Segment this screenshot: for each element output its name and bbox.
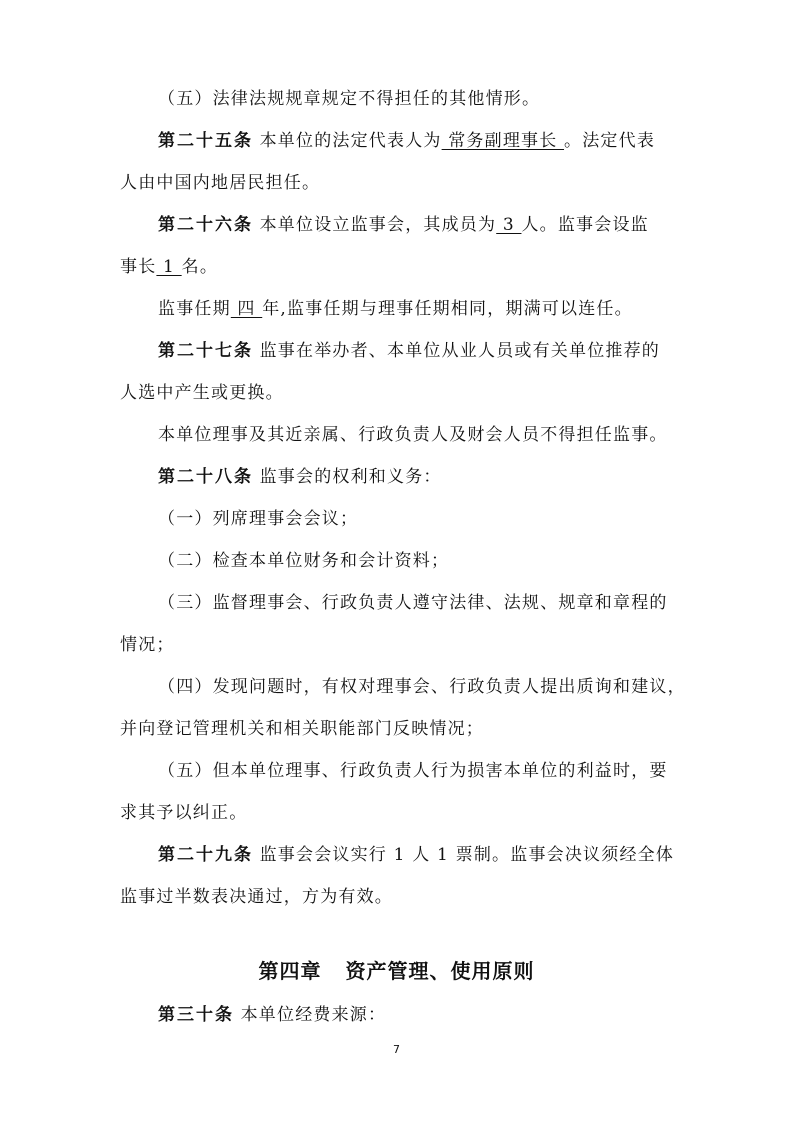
- article-26-cont-end: 名。: [181, 257, 219, 277]
- duty-item-3-continued: 情况；: [120, 635, 175, 655]
- article-25: [158, 130, 678, 152]
- article-27-text: 监事在举办者、本单位从业人员或有关单位推荐的: [253, 341, 661, 361]
- duty-item-4-continued: 并向登记管理机关和相关职能部门反映情况；: [120, 719, 484, 739]
- article-30: [158, 1004, 678, 1026]
- article-25-text: 本单位的法定代表人为: [253, 131, 442, 151]
- duty-item-5: （五）但本单位理事、行政负责人行为损害本单位的利益时，要: [158, 761, 668, 781]
- chapter-title: 资产管理、使用原则: [345, 959, 535, 983]
- duty-item-5-continued: 求其予以纠正。: [120, 803, 248, 823]
- article-25-heading: 第二十五条: [158, 131, 253, 151]
- article-26-cont-blank: 1: [156, 257, 182, 277]
- article-26-cont-text: 事长: [120, 257, 157, 277]
- supervisor-term-blank: 四: [230, 299, 263, 319]
- article-26-continued: [120, 256, 680, 278]
- article-27-continued: 人选中产生或更换。: [120, 383, 284, 403]
- article-30-heading: 第三十条: [158, 1005, 234, 1025]
- article-28-heading: 第二十八条: [158, 467, 253, 487]
- supervisor-restriction: 本单位理事及其近亲属、行政负责人及财会人员不得担任监事。: [158, 425, 668, 445]
- duty-item-2: （二）检查本单位财务和会计资料；: [158, 551, 450, 571]
- supervisor-term-text-end: 年,监事任期与理事任期相同，期满可以连任。: [262, 299, 633, 319]
- article-28-text: 监事会的权利和义务：: [253, 467, 442, 487]
- chapter-number: 第四章: [258, 959, 322, 983]
- article-26: [158, 214, 678, 236]
- duty-item-1: （一）列席理事会会议；: [158, 509, 359, 529]
- duty-item-4: （四）发现问题时，有权对理事会、行政负责人提出质询和建议，: [158, 677, 686, 697]
- duty-item-3: （三）监督理事会、行政负责人遵守法律、法规、规章和章程的: [158, 593, 668, 613]
- article-30-text: 本单位经费来源：: [234, 1005, 387, 1025]
- article-26-blank: 3: [496, 215, 522, 235]
- page-number: 7: [393, 1043, 400, 1056]
- supervisor-term-text: 监事任期: [158, 299, 231, 319]
- article-29-heading: 第二十九条: [158, 845, 253, 865]
- article-25-continued: 人由中国内地居民担任。: [120, 173, 321, 193]
- article-29-continued: 监事过半数表决通过，方为有效。: [120, 887, 393, 907]
- clause-item-5: （五）法律法规规章规定不得担任的其他情形。: [158, 89, 541, 109]
- article-29-text: 监事会会议实行 1 人 1 票制。监事会决议须经全体: [253, 845, 675, 865]
- article-25-text-end: 。法定代表: [564, 131, 656, 151]
- article-27: [158, 340, 678, 362]
- article-26-text-end: 人。监事会设监: [521, 215, 649, 235]
- chapter-heading: [0, 958, 793, 984]
- article-28: [158, 466, 678, 488]
- supervisor-term: [158, 298, 678, 320]
- article-27-heading: 第二十七条: [158, 341, 253, 361]
- article-25-blank: 常务副理事长: [441, 131, 565, 151]
- article-26-text: 本单位设立监事会，其成员为: [253, 215, 497, 235]
- article-29: [158, 844, 678, 866]
- article-26-heading: 第二十六条: [158, 215, 253, 235]
